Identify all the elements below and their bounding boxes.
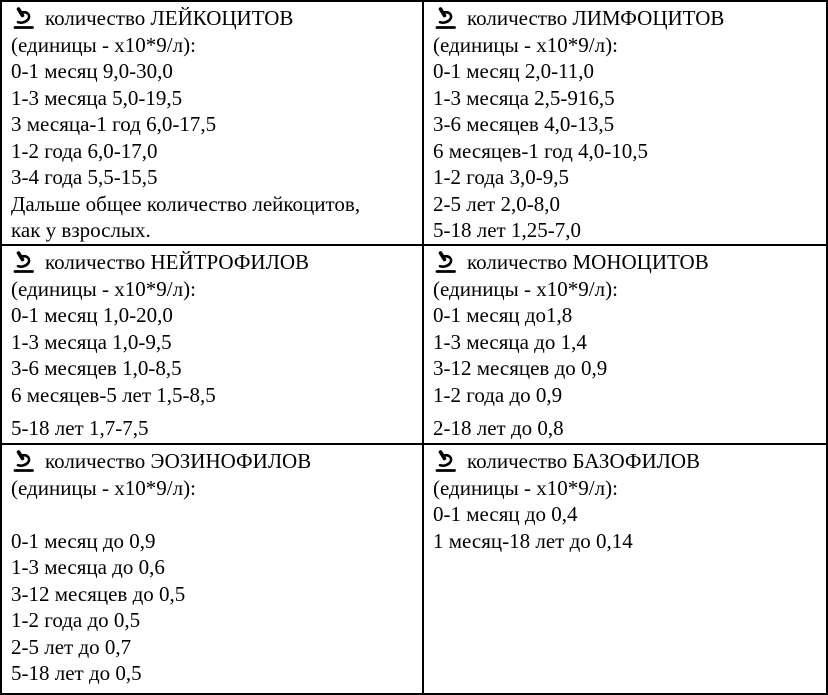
range-line: 2-18 лет до 0,8 [433,416,564,440]
cell-title: количество БАЗОФИЛОВ [467,449,701,473]
note-line: как у взрослых. [11,218,151,242]
cell-header [11,448,416,475]
cell-title: количество ЛИМФОЦИТОВ [467,6,725,30]
cell-basophils [424,445,826,693]
range-line: 1-2 года 3,0-9,5 [433,165,569,189]
range-line: 3-6 месяцев 1,0-8,5 [11,356,182,380]
cell-title: количество ЭОЗИНОФИЛОВ [45,449,312,473]
microscope-icon [12,251,36,275]
microscope-icon [12,7,36,31]
cell-title: количество ЛЕЙКОЦИТОВ [45,6,294,30]
range-line: 0-1 месяц 2,0-11,0 [433,59,595,83]
microscope-icon [12,450,36,474]
cell-header [433,448,820,475]
cell-lymphocytes [424,2,826,246]
range-line: 2-5 лет до 0,7 [11,634,132,659]
microscope-icon [434,251,458,275]
cell-header [433,249,820,276]
cell-title: количество НЕЙТРОФИЛОВ [45,250,310,274]
range-line: 1-2 года 6,0-17,0 [11,138,158,163]
range-line: 0-1 месяц 1,0-20,0 [11,303,173,327]
units-label: (единицы - х10*9/л): [11,276,196,301]
units-label: (единицы - х10*9/л): [11,32,196,57]
note-line: Дальше общее количество лейкоцитов, [11,191,361,216]
cell-header [11,249,416,276]
range-line: 1-3 месяца 2,5-916,5 [433,85,615,110]
range-line: 0-1 месяц до 0,4 [433,502,578,526]
range-line: 6 месяцев-1 год 4,0-10,5 [433,138,648,163]
cell-eosinophils [2,445,424,693]
range-line: 1-2 года до 0,9 [433,382,563,407]
cell-header [11,5,416,32]
range-line: 2-5 лет 2,0-8,0 [433,191,560,216]
range-line: 1-3 месяца до 1,4 [433,329,587,354]
cell-header [433,5,820,32]
cell-leukocytes [2,2,424,246]
range-line: 6 месяцев-5 лет 1,5-8,5 [11,382,216,407]
range-line: 5-18 лет до 0,5 [11,661,142,685]
range-line: 0-1 месяц 9,0-30,0 [11,59,173,83]
range-line: 3-6 месяцев 4,0-13,5 [433,112,615,136]
range-line: 3-4 года 5,5-15,5 [11,165,158,189]
units-label: (единицы - х10*9/л): [433,32,618,57]
units-label: (единицы - х10*9/л): [11,475,196,500]
range-line: 5-18 лет 1,25-7,0 [433,218,581,242]
range-line: 1-2 года до 0,5 [11,608,141,632]
range-line: 3-12 месяцев до 0,5 [11,581,186,606]
units-label: (единицы - х10*9/л): [433,475,618,500]
range-line: 0-1 месяц до1,8 [433,303,573,327]
range-line: 1-3 месяца до 0,6 [11,555,165,579]
range-line: 1-3 месяца 5,0-19,5 [11,85,183,110]
cell-neutrophils [2,246,424,445]
blank-line [11,501,416,528]
range-line: 5-18 лет 1,7-7,5 [11,416,149,440]
microscope-icon [434,450,458,474]
microscope-icon [434,7,458,31]
cell-title: количество МОНОЦИТОВ [467,250,709,274]
range-line: 1-3 месяца 1,0-9,5 [11,329,172,354]
range-line: 1 месяц-18 лет до 0,14 [433,528,633,553]
cell-monocytes [424,246,826,445]
units-label: (единицы - х10*9/л): [433,276,618,301]
range-line: 3 месяца-1 год 6,0-17,5 [11,112,217,136]
range-line: 0-1 месяц до 0,9 [11,528,156,553]
range-line: 3-12 месяцев до 0,9 [433,356,608,380]
